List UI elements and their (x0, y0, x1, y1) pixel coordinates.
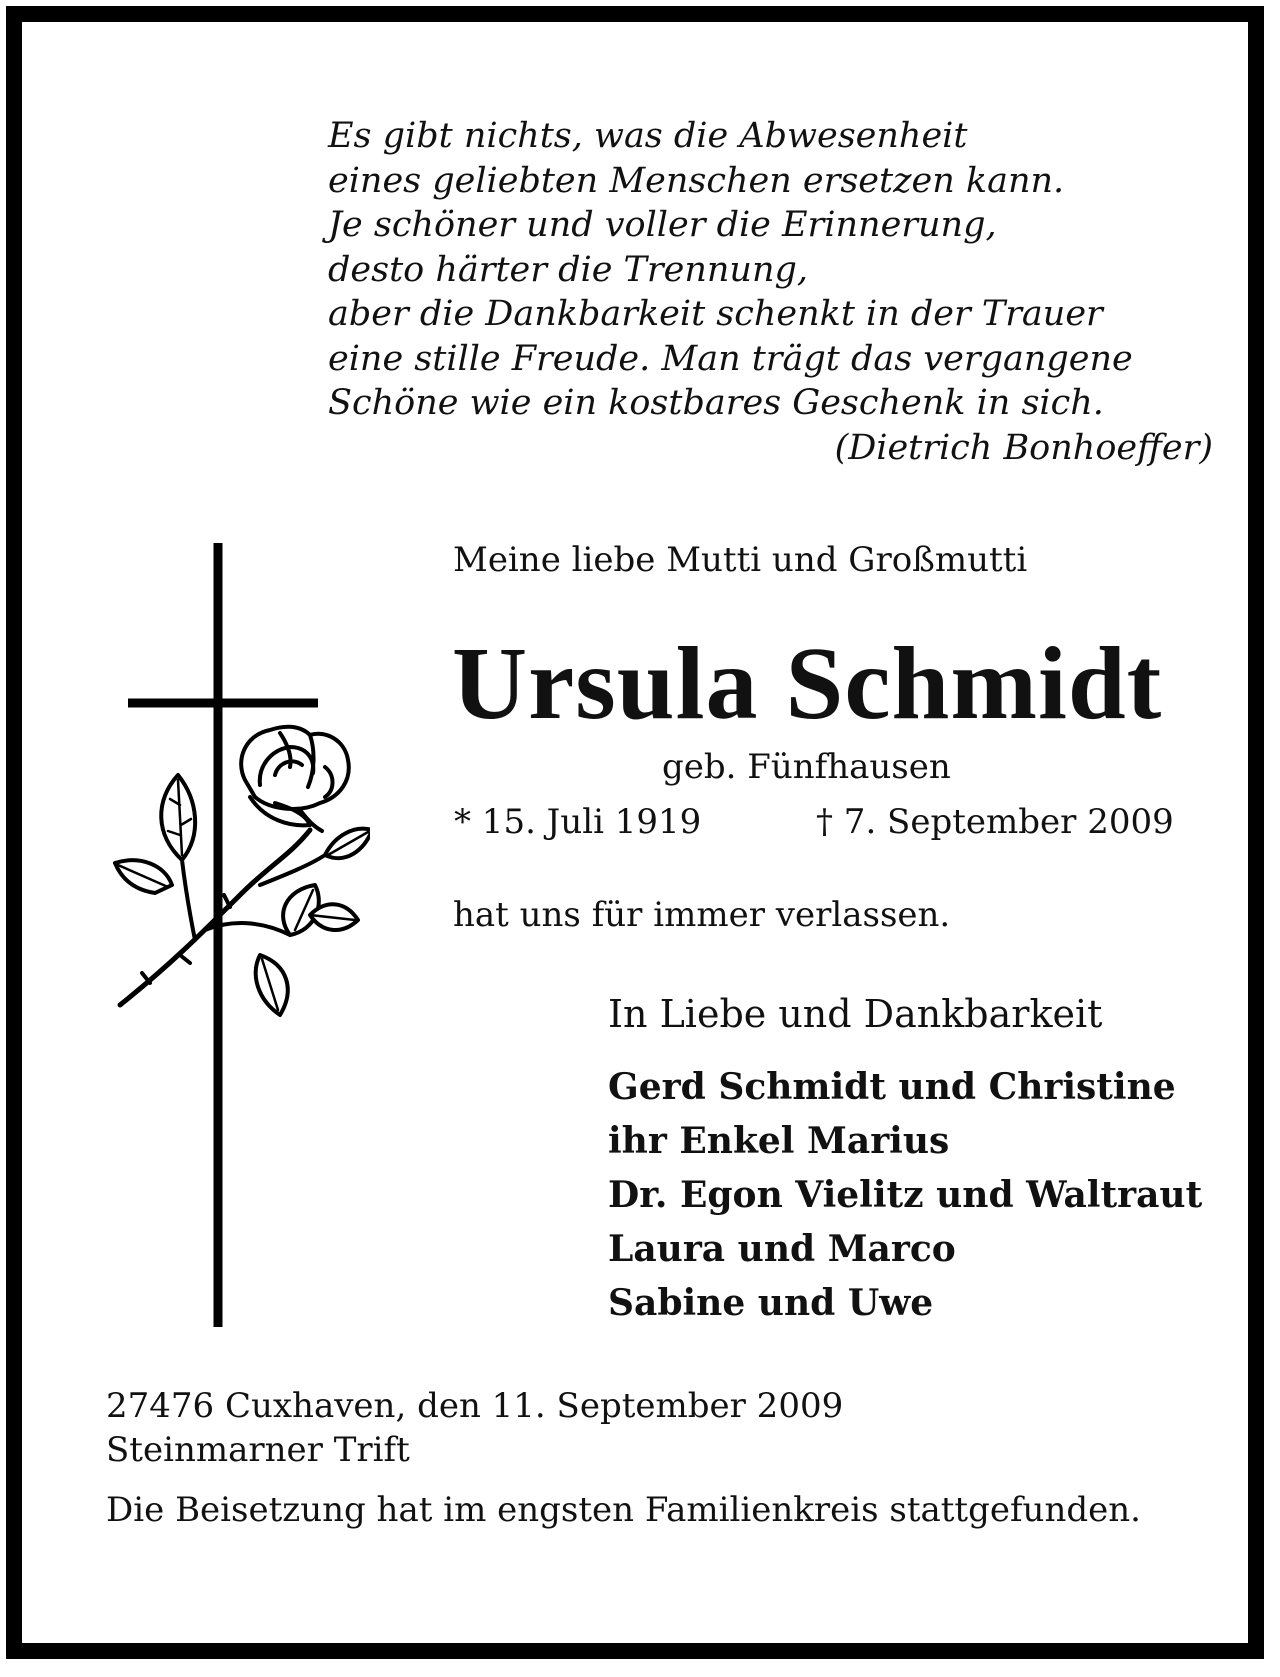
intro-text: Meine liebe Mutti und Großmutti (453, 540, 1028, 580)
place-and-date (106, 1384, 843, 1472)
mourners-heading: In Liebe und Dankbarkeit (608, 992, 1103, 1036)
quote-line: desto härter die Trennung, (328, 249, 809, 290)
quote-line: aber die Dankbarkeit schenkt in der Trauer (328, 294, 1103, 334)
place-date: 27476 Cuxhaven, den 11. September 2009 (106, 1386, 844, 1426)
quote-author: (Dietrich Bonhoeffer) (834, 427, 1213, 468)
death-date: † 7. September 2009 (816, 802, 1174, 842)
cross-icon (110, 535, 370, 1335)
list-item: ihr Enkel Marius (608, 1120, 950, 1162)
deceased-name: Ursula Schmidt (452, 626, 1163, 741)
list-item: Dr. Egon Vielitz und Waltraut (608, 1174, 1203, 1216)
mourners-list (608, 1060, 1202, 1330)
obituary-frame (6, 6, 1264, 1659)
quote-line: Je schöner und voller die Erinnerung, (328, 205, 997, 245)
birth-date: * 15. Juli 1919 (454, 802, 702, 842)
quote-line: eines geliebten Menschen ersetzen kann. (328, 160, 1065, 201)
list-item: Gerd Schmidt und Christine (608, 1066, 1176, 1108)
passed-text: hat uns für immer verlassen. (453, 895, 951, 935)
quote-line: Es gibt nichts, was die Abwesenheit (328, 116, 968, 156)
list-item: Sabine und Uwe (608, 1282, 934, 1324)
bonhoeffer-quote (328, 114, 1213, 470)
rose-icon (115, 727, 370, 1015)
quote-line: eine stille Freude. Man trägt das vergangene (328, 338, 1133, 379)
maiden-name: geb. Fünfhausen (662, 747, 951, 787)
street: Steinmarner Trift (106, 1430, 410, 1470)
quote-line: Schöne wie ein kostbares Geschenk in sich. (328, 383, 1104, 423)
list-item: Laura und Marco (608, 1228, 956, 1270)
burial-note: Die Beisetzung hat im engsten Familienkreis stattgefunden. (106, 1490, 1141, 1530)
